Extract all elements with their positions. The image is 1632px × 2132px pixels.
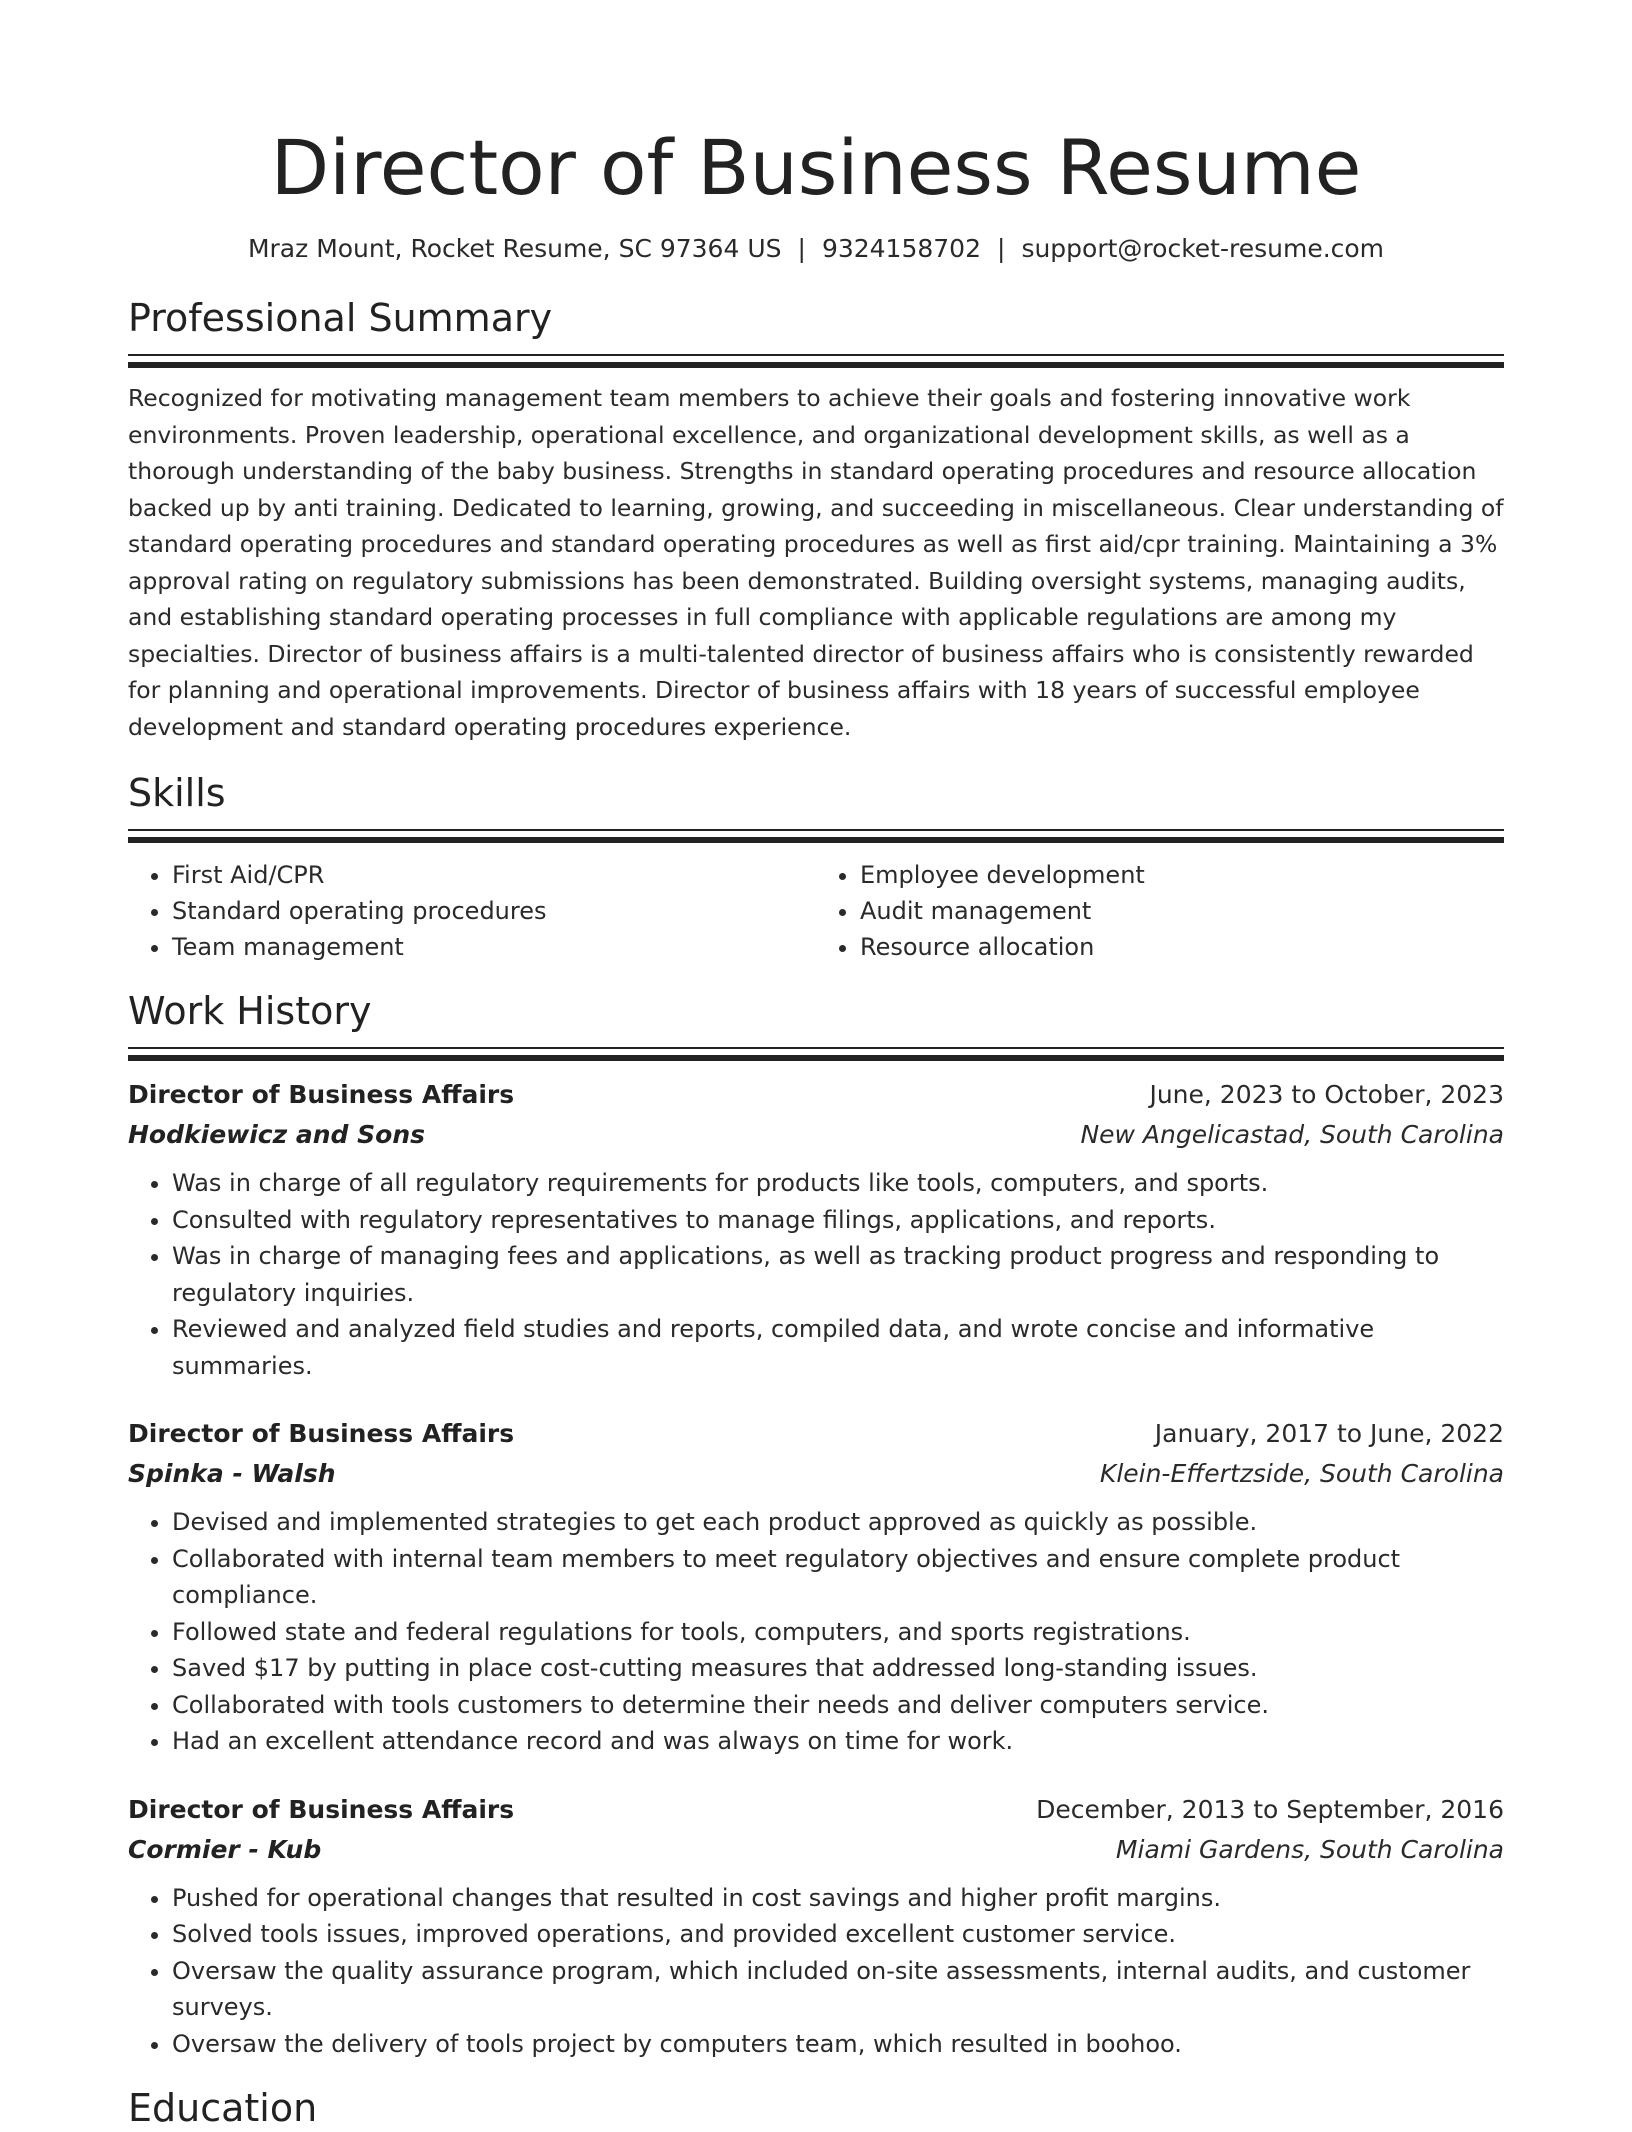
job-location: Miami Gardens, South Carolina [1115,1834,1504,1864]
skill-item: • First Aid/CPR [172,857,816,893]
contact-email: support@rocket-resume.com [1021,234,1385,263]
job-bullet: • Had an excellent attendance record and was always on time for work. [172,1723,1504,1760]
job-company: Hodkiewicz and Sons [128,1120,426,1149]
job-bullet: • Followed state and federal regulations for tools, computers, and sports registrations. [172,1614,1504,1651]
job-bullet: • Saved $17 by putting in place cost-cutting measures that addressed long-standing issues. [172,1650,1504,1687]
job-bullet: • Reviewed and analyzed field studies and reports, compiled data, and wrote concise and informative summaries. [172,1311,1504,1384]
job-bullet: • Collaborated with tools customers to determine their needs and deliver computers service. [172,1687,1504,1724]
job-entry [128,1790,1504,2063]
job-bullet: • Was in charge of all regulatory requirements for products like tools, computers, and sports. [172,1165,1504,1202]
education-section [128,2084,1504,2132]
skill-item: • Resource allocation [860,929,1504,965]
work-heading: Work History [128,989,372,1033]
job-dates: December, 2013 to September, 2016 [1036,1794,1504,1824]
job-dates: June, 2023 to October, 2023 [1149,1080,1504,1109]
skills-grid [128,857,1504,965]
job-bullets [128,1880,1504,2063]
job-title: Director of Business Affairs [128,1419,515,1448]
job-location: New Angelicastad, South Carolina [1080,1120,1504,1149]
job-bullet: • Devised and implemented strategies to get each product approved as quickly as possible. [172,1504,1504,1541]
education-heading: Education [128,2086,318,2130]
contact-phone: 9324158702 [821,234,981,263]
job-title: Director of Business Affairs [128,1794,515,1824]
job-dates: January, 2017 to June, 2022 [1154,1419,1504,1448]
contact-separator: | [997,234,1006,263]
section-divider [128,1047,1504,1049]
skills-heading: Skills [128,771,226,815]
contact-separator: | [797,234,806,263]
job-bullet: • Consulted with regulatory representatives to manage filings, applications, and reports. [172,1202,1504,1239]
job-title: Director of Business Affairs [128,1080,515,1109]
job-header-row [128,1075,1504,1115]
contact-address: Mraz Mount, Rocket Resume, SC 97364 US [247,234,782,263]
job-header-row [128,1790,1504,1830]
job-bullet: • Oversaw the quality assurance program, which included on-site assessments, internal audits, and customer surveys. [172,1953,1504,2026]
job-entry [128,1075,1504,1384]
contact-line [128,232,1504,266]
resume-title: Director of Business Resume [270,123,1362,212]
job-bullets [128,1504,1504,1760]
section-divider-thick [128,362,1504,368]
section-divider-thick [128,1055,1504,1061]
skills-list-left [128,857,816,965]
job-company-row [128,1115,1504,1155]
skill-item: • Audit management [860,893,1504,929]
job-bullet: • Oversaw the delivery of tools project by computers team, which resulted in boohoo. [172,2026,1504,2063]
section-divider [128,354,1504,356]
job-company-row [128,1830,1504,1870]
skills-list-right [816,857,1504,965]
skills-section [128,769,1504,965]
job-bullet: • Collaborated with internal team members to meet regulatory objectives and ensure complete product compliance. [172,1541,1504,1614]
skill-item: • Team management [172,929,816,965]
job-bullet: • Pushed for operational changes that resulted in cost savings and higher profit margins. [172,1880,1504,1917]
job-company-row [128,1454,1504,1494]
job-company: Spinka - Walsh [128,1459,336,1488]
job-bullet: • Was in charge of managing fees and applications, as well as tracking product progress and responding to regulatory inquiries. [172,1238,1504,1311]
job-header-row [128,1414,1504,1454]
section-divider-thick [128,837,1504,843]
summary-text: Recognized for motivating management team members to achieve their goals and fostering innovative work environments. Proven leadership, operational excellence, and organizational development skills, as well as a thorough understanding of the baby business. Strengths in standard operating procedures and resource allocation backed up by anti training. Dedicated to learning, growing, and succeeding in miscellaneous. Clear understanding of standard operating procedures and standard operating procedures as well as first aid/cpr training. Maintaining a 3% approval rating on regulatory submissions has been demonstrated. Building oversight systems, managing audits, and establishing standard operating processes in full compliance with applicable regulations are among my specialties. Director of business affairs is a multi-talented director of business affairs who is consistently rewarded for planning and operational improvements. Director of business affairs with 18 years of successful employee development and standard operating procedures experience. [128,384,1504,741]
job-location: Klein-Effertzside, South Carolina [1099,1459,1504,1488]
job-bullet: • Solved tools issues, improved operations, and provided excellent customer service. [172,1916,1504,1953]
skill-item: • Employee development [860,857,1504,893]
job-bullets [128,1165,1504,1384]
job-company: Cormier - Kub [128,1834,322,1864]
section-divider [128,829,1504,831]
skill-item: • Standard operating procedures [172,893,816,929]
summary-section [128,294,1504,745]
job-entry [128,1414,1504,1760]
summary-heading: Professional Summary [128,296,553,340]
work-section [128,987,1504,2062]
